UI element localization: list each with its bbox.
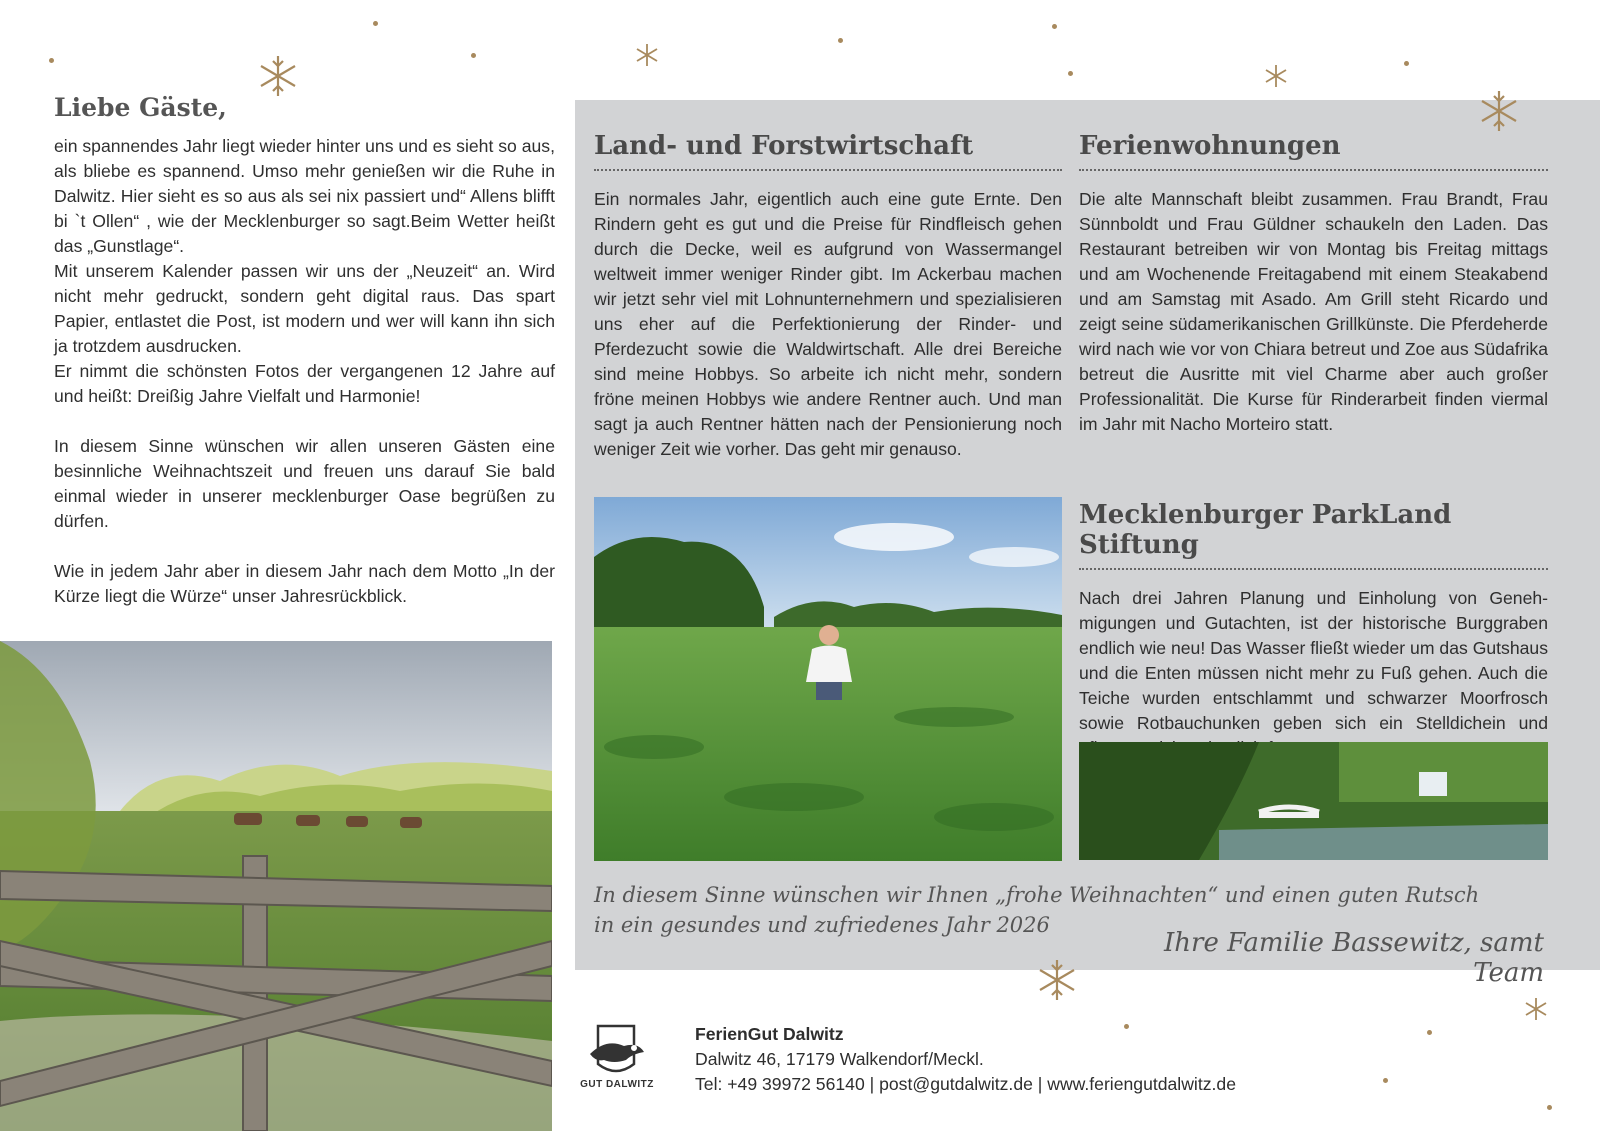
- field-photo: [594, 497, 1062, 861]
- decor-dot: [1383, 1078, 1388, 1083]
- section-title: Land- und Forstwirtschaft: [594, 131, 1062, 171]
- star-icon: [1263, 63, 1289, 89]
- horses-photo: [0, 641, 552, 1131]
- company-address: Dalwitz 46, 17179 Walkendorf/Meckl.: [695, 1049, 984, 1069]
- section-land-forst: [594, 131, 1062, 462]
- section-text: Die alte Mannschaft bleibt zusammen. Frau Brandt, Frau Sünnboldt und Frau Güldner schaukeln den Laden. Das Restaurant betreiben wir von Montag bis Freitag mittags und am Wochenende Freitagabend mit einem Steakabend und am Samstag mit Asado. Am Grill steht Ricardo und zeigt seine südamerikanischen Grillkünste. Die Pferdeherde wird nach wie vor von Chiara betreut und Zoe aus Südafrika betreut die Ausritte mit viel Charme aber auch großer Professionalität. Die Kurse für Rinderarbeit finden viermal im Jahr mit Nacho Morteiro statt.: [1079, 189, 1548, 434]
- signature: Ihre Familie Bassewitz, samt Team: [1164, 928, 1544, 988]
- decor-dot: [1124, 1024, 1129, 1029]
- decor-dot: [49, 58, 54, 63]
- closing-line-1: In diesem Sinne wünschen wir Ihnen „frohe Weihnachten“ und einen guten Rutsch: [594, 883, 1480, 907]
- greeting-heading: Liebe Gäste,: [54, 93, 227, 122]
- intro-text: [54, 134, 555, 609]
- decor-dot: [1427, 1030, 1432, 1035]
- section-text: Ein normales Jahr, eigentlich auch eine gute Ernte. Den Rindern geht es gut und die Preise für Rindfleisch gehen durch die Decke, weil es aufgrund von Wassermangel weltweit immer weniger Rinder gibt. Im Ackerbau machen wir jetzt sehr viel mit Lohnunternehmern und spezialisieren uns eher auf die Perfektionierung der Rinder- und Pferdezucht sowie die Waldwirtschaft. Alle drei Bereiche sind meine Hobbys. So arbeite ich nicht mehr, sondern fröne meinen Hobbys wie andere Rentner auch. Und man sagt ja auch Rentner hätten nach der Pensionierung noch weniger Zeit wie vorher. Das geht mir genauso.: [594, 189, 1062, 459]
- decor-dot: [1052, 24, 1057, 29]
- decor-dot: [1068, 71, 1073, 76]
- contact-block: [695, 1022, 1236, 1097]
- snowflake-icon: [1476, 88, 1522, 134]
- decor-dot: [373, 21, 378, 26]
- intro-paragraph: In diesem Sinne wünschen wir allen unseren Gästen eine besinnliche Weihnachtszeit und freuen uns darauf Sie bald einmal wieder in unserer mecklenburger Oase begrüßen zu dürfen.: [54, 436, 555, 531]
- logo-text: GUT DALWITZ: [580, 1079, 654, 1090]
- decor-dot: [1404, 61, 1409, 66]
- pond-photo: [1079, 742, 1548, 860]
- closing-line-2: in ein gesundes und zufriedenes Jahr 2026: [594, 913, 1050, 937]
- star-icon: [1523, 996, 1549, 1022]
- section-title: Mecklenburger ParkLand Stiftung: [1079, 500, 1548, 570]
- decor-dot: [471, 53, 476, 58]
- decor-dot: [1547, 1105, 1552, 1110]
- decor-dot: [838, 38, 843, 43]
- company-name: FerienGut Dalwitz: [695, 1024, 844, 1044]
- section-title: Ferienwohnungen: [1079, 131, 1548, 171]
- intro-paragraph: Wie in jedem Jahr aber in diesem Jahr nach dem Motto „In der Kürze liegt die Würze“ unser Jahresrückblick.: [54, 561, 555, 606]
- intro-paragraph: Mit unserem Kalender passen wir uns der „Neuzeit“ an. Wird nicht mehr gedruckt, sondern geht digital raus. Das spart Papier, entlastet die Post, ist modern und wer will kann ihn sich ja trotzdem ausdrucken.: [54, 261, 555, 356]
- section-stiftung: [1079, 500, 1548, 761]
- intro-paragraph: Er nimmt die schönsten Fotos der vergangenen 12 Jahre auf und heißt: Dreißig Jahre Vielfalt und Harmonie!: [54, 361, 555, 406]
- star-icon: [634, 42, 660, 68]
- intro-paragraph: ein spannendes Jahr liegt wieder hinter uns und es sieht so aus, als bliebe es spannend. Umso mehr genießen wir die Ruhe in Dalwitz. Hier sieht es so aus als sei nix passiert und“ Allens blifft bi `t Ollen“ , wie der Mecklenburger so sagt.Beim Wetter heißt das „Gunstlage“.: [54, 136, 555, 256]
- section-ferienwohnungen: [1079, 131, 1548, 437]
- company-contact: Tel: +49 39972 56140 | post@gutdalwitz.de | www.feriengutdalwitz.de: [695, 1074, 1236, 1094]
- snowflake-icon: [1034, 957, 1080, 1003]
- snowflake-icon: [255, 53, 301, 99]
- section-text: Nach drei Jahren Planung und Einholung von Genehmigungen und Gutachten, ist der historische Burggraben endlich wie neu! Das Wasser fließt wieder um das Gutshaus und die Enten müssen nicht mehr zu Fuß gehen. Auch die Teiche wurden entschlammt und schwarzer Moorfrosch sowie Rotbauchunken geben sich ein Stelldichein und: [1079, 588, 1548, 733]
